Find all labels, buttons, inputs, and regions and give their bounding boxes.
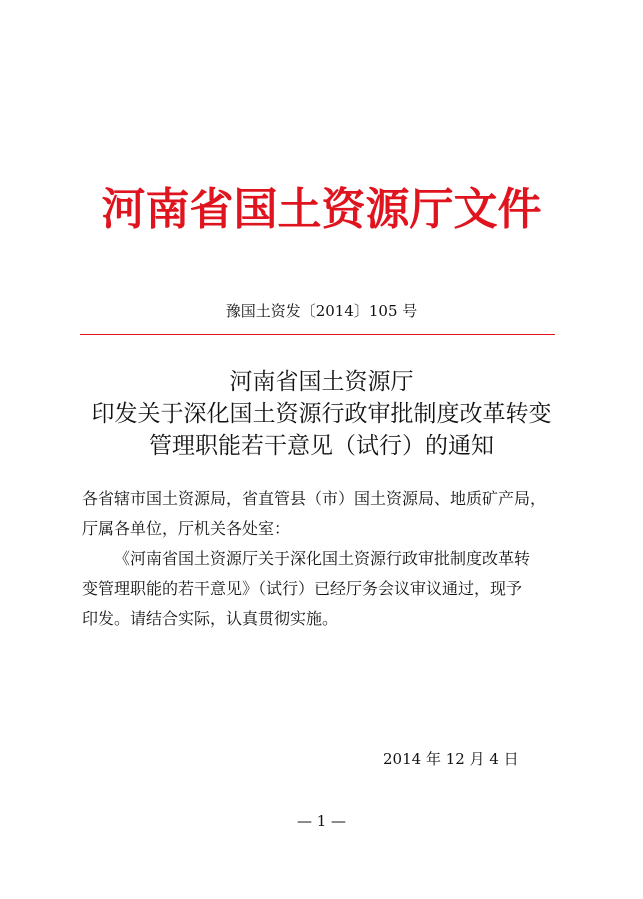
red-divider <box>80 334 555 335</box>
title-line-1: 河南省国土资源厅 <box>229 369 414 395</box>
masthead-title: 河南省国土资源厅文件 <box>101 184 542 235</box>
title-line-3: 管理职能若干意见（试行）的通知 <box>149 433 494 459</box>
body-line-1: 各省辖市国土资源局，省直管县（市）国土资源局、地质矿产局， <box>82 489 547 508</box>
title-line-2: 印发关于深化国土资源行政审批制度改革转变 <box>91 401 552 427</box>
issue-date: 2014 年 12 月 4 日 <box>383 750 519 768</box>
body-line-3: 《河南省国土资源厅关于深化国土资源行政审批制度改革转 <box>114 549 531 568</box>
body-line-4: 变管理职能的若干意见》（试行）已经厅务会议审议通过，现予 <box>82 579 523 598</box>
page-number: — 1 — <box>296 812 347 830</box>
document-number: 豫国土资发〔2014〕105 号 <box>225 302 418 320</box>
body-line-5: 印发。请结合实际，认真贯彻实施。 <box>82 609 339 628</box>
body-text <box>82 484 572 634</box>
notice-title <box>0 366 643 462</box>
body-line-2: 厅属各单位，厅机关各处室： <box>82 519 291 538</box>
